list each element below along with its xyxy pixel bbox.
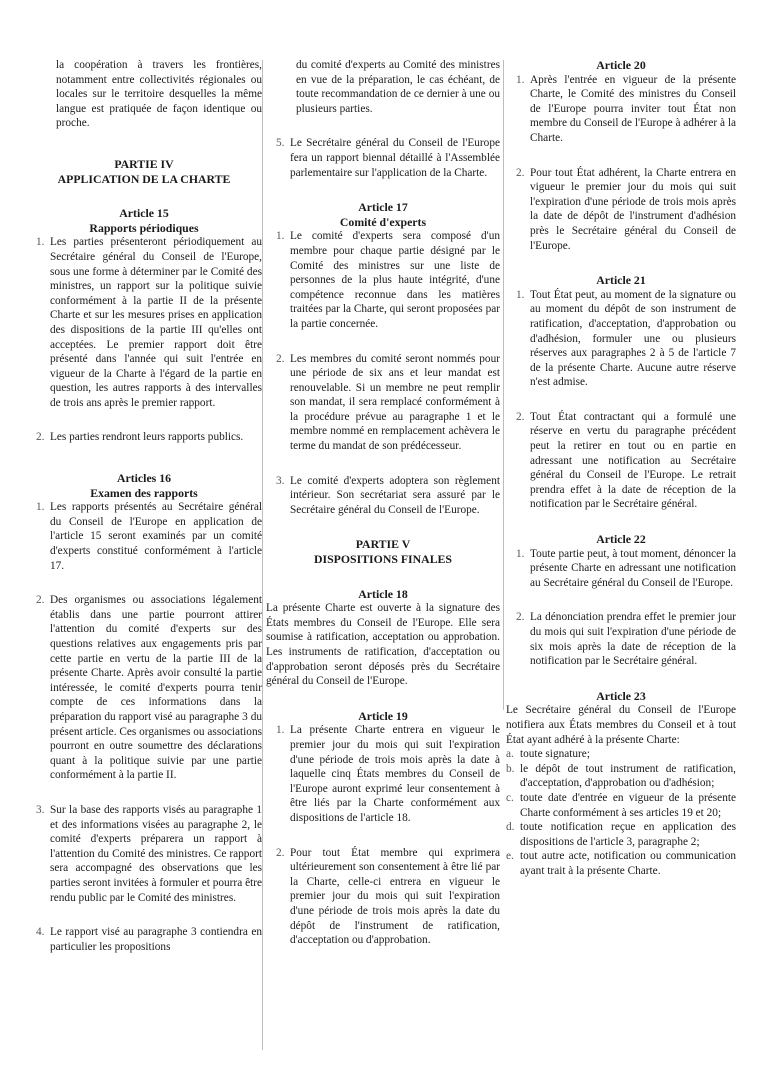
numbered-paragraph [266,723,500,825]
column-divider [503,60,504,710]
part-heading: PARTIE IV [114,156,174,171]
paragraph-text: Sur la base des rapports visés au paragraphe 1 et des informations visées au paragraphe 2, le comité d'experts préparera un rapport à l'attention du Comité des ministres. Ce rapport sera accompagné des observations que les parties seront invitées à formuler et pourra être rendu public par le Comité des ministres. [50,803,262,904]
item-text: toute signature; [520,748,590,761]
continued-paragraph: du comité d'experts au Comité des ministres en vue de la préparation, le cas échéant, de toute recommandation de ce dernier à une ou plusieurs parties. [296,59,500,115]
paragraph-text: La présente Charte entrera en vigueur le premier jour du mois qui suit l'expiration d'une période de trois mois après la date à laquelle cinq États membres du Conseil de l'Europe auront exprimé leur consentement à être liés par la Charte conformément aux dispositions de l'article 18. [290,724,500,824]
item-letter: b. [506,762,515,775]
paragraph-text: Les membres du comité seront nommés pour une période de six ans et leur mandat est renouvelable. Si un membre ne peut remplir son mandat, il sera remplacé conformément à la procédure prévue au paragraphe 1 et le membre nommé en remplacement achèvera le terme du mandat de son prédécesseur. [290,352,500,453]
column-left [26,58,262,954]
lettered-item [506,762,736,791]
paragraph-text: Le comité d'experts adoptera son règlement intérieur. Son secrétariat sera assuré par le Secrétaire général du Conseil de l'Europe. [290,474,500,516]
numbered-paragraph [506,610,736,668]
article-heading: Article 15 [119,206,169,221]
paragraph-text: Tout État contractant qui a formulé une réserve en vertu du paragraphe précédent peut la retirer en tout ou en partie en adressant une notification au Secrétaire général du Conseil de l'Europe. Le retrait prendra effet à la date de réception de la notification par le Secrétaire général. [530,410,736,511]
numbered-paragraph [506,410,736,512]
numbered-paragraph [266,474,500,518]
item-text: tout autre acte, notification ou communication ayant trait à la présente Charte. [520,850,736,877]
article-heading: Article 21 [596,273,646,288]
numbered-paragraph [506,547,736,591]
item-text: le dépôt de tout instrument de ratification, d'acceptation, d'approbation ou d'adhésion; [520,762,736,790]
numbered-paragraph [266,352,500,454]
paragraph-text: Le Secrétaire général du Conseil de l'Europe fera un rapport biennal détaillé à l'Assemblée parlementaire sur l'application de la Charte. [290,137,500,179]
paragraph-number: 1. [516,288,525,301]
column-right [506,58,736,879]
lettered-item [506,849,736,878]
paragraph-number: 2. [276,846,285,859]
part-subheading: APPLICATION DE LA CHARTE [57,171,231,186]
item-letter: a. [506,748,514,761]
article-heading: Article 22 [596,532,646,547]
paragraph-number: 5. [276,137,285,150]
paragraph-number: 2. [516,410,525,423]
article-heading: Article 19 [358,708,408,723]
item-letter: e. [506,850,514,863]
article-subheading: Comité d'experts [339,214,427,229]
paragraph-text: Toute partie peut, à tout moment, dénoncer la présente Charte en adressant une notification au Secrétaire général du Conseil de l'Europe. [530,547,736,589]
paragraph-text: Le comité d'experts sera composé d'un membre pour chaque partie désigné par le Comité des ministres sur une liste de personnes de la plus haute intégrité, d'une compétence reconnue dans les matières traitées par la Charte, qui seront proposées par la partie concernée. [290,230,500,330]
article-heading: Article 23 [596,688,646,703]
paragraph-number: 1. [36,501,45,514]
item-text: toute notification reçue en application des dispositions de l'article 3, paragraphe 2; [520,821,736,848]
paragraph-text: Pour tout État adhérent, la Charte entrera en vigueur le premier jour du mois qui suit l'expiration d'une période de trois mois après la date de dépôt de l'instrument d'adhésion près le Secrétaire général du Conseil de l'Europe. [530,166,736,252]
paragraph-text: Les parties présenteront périodiquement au Secrétaire général du Conseil de l'Europe, sous une forme à déterminer par le Comité des ministres, un rapport sur la politique suivie conformément à la partie II de la présente Charte et sur les mesures prises en application des dispositions de la partie III qu'elles ont acceptées. Le premier rapport doit être présenté dans l'année qui suit l'entrée en vigueur de la Charte à l'égard de la partie en question, les autres rapports à des intervalles de trois ans après le premier rapport. [50,236,262,409]
numbered-paragraph [26,430,262,445]
numbered-paragraph [266,229,500,331]
article-heading: Article 17 [358,200,408,215]
part-heading: PARTIE V [355,537,411,552]
numbered-paragraph [266,846,500,948]
numbered-paragraph [26,925,262,954]
numbered-paragraph [26,500,262,573]
paragraph-text: Tout État peut, au moment de la signature ou au moment du dépôt de son instrument de ratification, d'acceptation, d'approbation ou d'adhésion, formuler une ou plusieurs réserves aux paragraphes 2 à 5 de l'article 7 de la présente Charte. Aucune autre réserve n'est admise. [530,288,736,389]
lettered-item [506,791,736,820]
paragraph-number: 4. [36,926,45,939]
paragraph-number: 3. [276,474,285,487]
numbered-paragraph [506,166,736,254]
paragraph-number: 1. [516,547,525,560]
paragraph-number: 1. [276,230,285,243]
item-text: toute date d'entrée en vigueur de la présente Charte conformément à ses articles 19 et 20; [520,791,736,819]
numbered-paragraph [266,136,500,180]
paragraph-text: Pour tout État membre qui exprimera ultérieurement son consentement à être lié par la Charte, celle-ci entrera en vigueur le premier jour du mois qui suit l'expiration d'une période de trois mois après la date du dépôt de l'instrument de ratification, d'acceptation ou d'approbation. [290,846,500,947]
lettered-item [506,747,736,762]
paragraph-number: 1. [36,236,45,249]
paragraph-text: Des organismes ou associations légalement établis dans une partie pourront attirer l'attention du comité d'experts sur des questions relatives aux engagements pris par cette partie en vertu de la partie III de la présente Charte. Après avoir consulté la partie intéressée, le comité d'experts pourra tenir compte de ces informations dans la préparation du rapport visé au paragraphe 3 du présent article. Ces organismes ou associations pourront en outre soumettre des déclarations quant à la politique suivie par une partie conformément à la partie II. [50,594,262,782]
paragraph-number: 3. [36,803,45,816]
numbered-paragraph [26,593,262,783]
paragraph-number: 1. [276,724,285,737]
paragraph-number: 2. [516,166,525,179]
paragraph-text: Le rapport visé au paragraphe 3 contiendra en particulier les propositions [50,926,262,953]
article-heading: Article 18 [358,586,408,601]
paragraph-text: Les parties rendront leurs rapports publics. [50,431,244,444]
paragraph-number: 2. [36,594,45,607]
numbered-paragraph [506,73,736,146]
lettered-item [506,820,736,849]
paragraph-text: Les rapports présentés au Secrétaire général du Conseil de l'Europe en application de l'article 15 seront examinés par un comité d'experts constitué conformément à l'article 17. [50,501,262,572]
article-intro: Le Secrétaire général du Conseil de l'Europe notifiera aux États membres du Conseil et à tout État ayant adhéré à la présente Charte: [506,704,736,746]
article-heading: Article 20 [596,58,646,72]
numbered-paragraph [26,803,262,905]
numbered-paragraph [506,288,736,390]
article-subheading: Examen des rapports [90,485,198,500]
article-subheading: Rapports périodiques [89,220,199,235]
article-text: La présente Charte est ouverte à la signature des États membres du Conseil de l'Europe. Elle sera soumise à ratification, acceptation ou approbation. Les instruments de ratification, d'acceptation ou d'approbation seront déposés près du Secrétaire général du Conseil de l'Europe. [266,602,500,688]
intro-paragraph: la coopération à travers les frontières, notamment entre collectivités régionales ou locales sur le territoire desquelles la même langue est pratiquée de façon identique ou proche. [56,59,262,130]
column-divider [262,60,263,1050]
paragraph-number: 1. [516,73,525,86]
numbered-paragraph [26,235,262,410]
paragraph-number: 2. [276,352,285,365]
paragraph-text: Après l'entrée en vigueur de la présente Charte, le Comité des ministres du Conseil de l'Europe pourra inviter tout État non membre du Conseil de l'Europe à adhérer à la Charte. [530,73,736,144]
article-heading: Articles 16 [116,471,172,486]
paragraph-text: La dénonciation prendra effet le premier jour du mois qui suit l'expiration d'une période de six mois après la date de réception de la notification par le Secrétaire général. [530,611,736,668]
paragraph-number: 2. [36,431,45,444]
item-letter: c. [506,791,514,804]
item-letter: d. [506,821,515,834]
paragraph-number: 2. [516,611,525,624]
part-subheading: DISPOSITIONS FINALES [313,552,452,567]
column-middle [266,58,500,948]
